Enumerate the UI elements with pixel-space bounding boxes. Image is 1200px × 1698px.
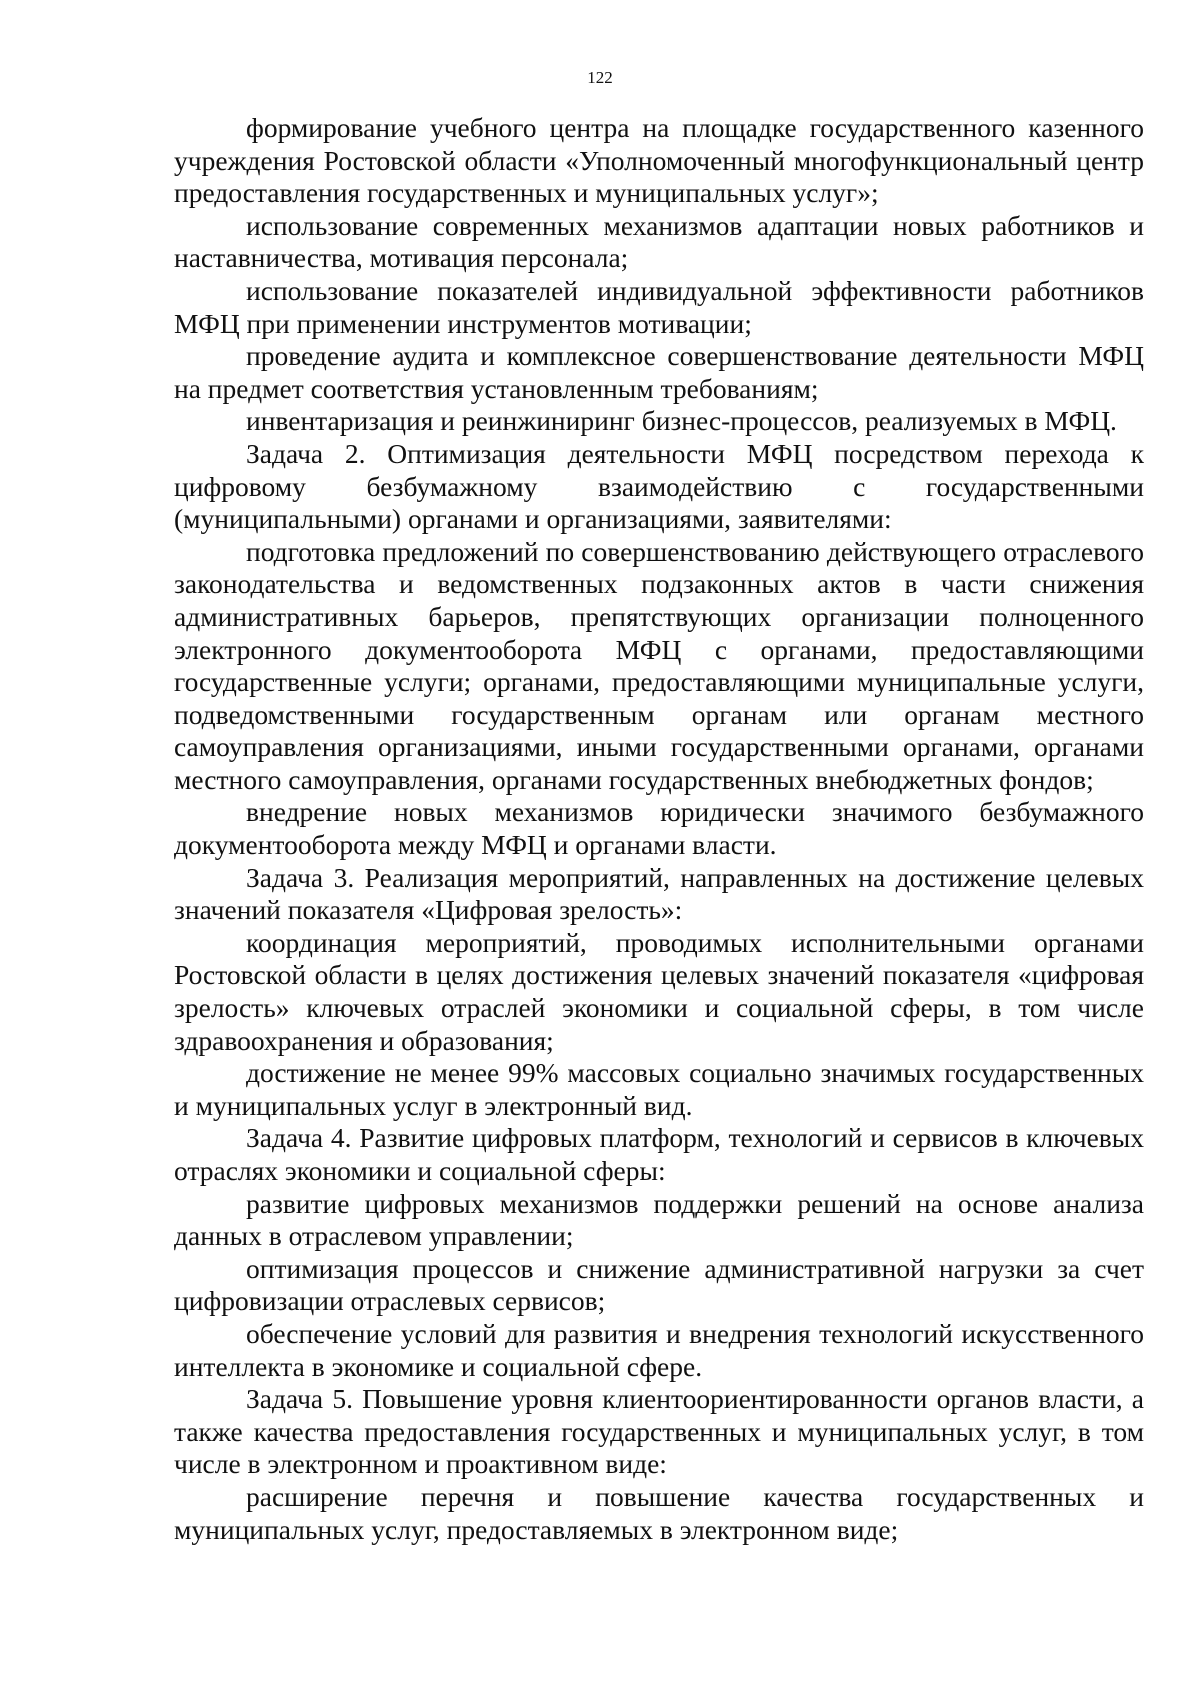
paragraph-task-3-heading: Задача 3. Реализация мероприятий, направленных на достижение целевых значений показателя «Цифровая зрелость»: [174,861,1144,926]
paragraph-adaptation-mentoring: использование современных механизмов адаптации новых работников и наставничества, мотивация персонала; [174,209,1144,274]
paragraph-audit: проведение аудита и комплексное совершенствование деятельности МФЦ на предмет соответствия установленным требованиям; [174,340,1144,404]
paragraph-legislation-proposals: подготовка предложений по совершенствованию действующего отраслевого законодательства и ведомственных подзаконных актов в части снижения административных барьеров, препятствующих организации полноценного электронного документооборота МФЦ с органами, предоставляющими государственные услуги; органами, предоставляющими муниципальные услуги, подведомственными государственным органам или органам местного самоуправления организациями, иными государственными органами, органами местного самоуправления, органами государственных внебюджетных фондов; [174,535,1144,795]
paragraph-training-center: формирование учебного центра на площадке государственного казенного учреждения Ростовской области «Уполномоченный многофункциональный центр предоставления государственных и муниципальных услуг»; [174,112,1144,209]
paragraph-coordination: координация мероприятий, проводимых исполнительными органами Ростовской области в целях достижения целевых значений показателя «цифровая зрелость» ключевых отраслей экономики и социальной сферы, в том числе здравоохранения и образования; [174,926,1144,1056]
paragraph-service-expansion: расширение перечня и повышение качества государственных и муниципальных услуг, предоставляемых в электронном виде; [174,1480,1144,1545]
document-body [174,112,1144,1546]
paragraph-decision-support: развитие цифровых механизмов поддержки решений на основе анализа данных в отраслевом управлении; [174,1187,1144,1252]
paragraph-process-optimization: оптимизация процессов и снижение административной нагрузки за счет цифровизации отраслевых сервисов; [174,1252,1144,1317]
page-number: 122 [587,68,613,87]
paragraph-task-2-heading: Задача 2. Оптимизация деятельности МФЦ посредством перехода к цифровому безбумажному взаимодействию с государственными (муниципальными) органами и организациями, заявителями: [174,437,1144,535]
paragraph-99-percent-services: достижение не менее 99% массовых социально значимых государственных и муниципальных услуг в электронный вид. [174,1057,1144,1121]
paragraph-task-5-heading: Задача 5. Повышение уровня клиентоориентированности органов власти, а также качества предоставления государственных и муниципальных услуг, в том числе в электронном и проактивном виде: [174,1383,1144,1480]
paragraph-ai-conditions: обеспечение условий для развития и внедрения технологий искусственного интеллекта в экономике и социальной сфере. [174,1317,1144,1382]
paragraph-task-4-heading: Задача 4. Развитие цифровых платформ, технологий и сервисов в ключевых отраслях экономики и социальной сферы: [174,1122,1144,1186]
paragraph-paperless-workflow: внедрение новых механизмов юридически значимого безбумажного документооборота между МФЦ и органами власти. [174,796,1144,861]
paragraph-efficiency-indicators: использование показателей индивидуальной эффективности работников МФЦ при применении инструментов мотивации; [174,274,1144,339]
paragraph-reengineering: инвентаризация и реинжиниринг бизнес-процессов, реализуемых в МФЦ. [246,405,1117,437]
